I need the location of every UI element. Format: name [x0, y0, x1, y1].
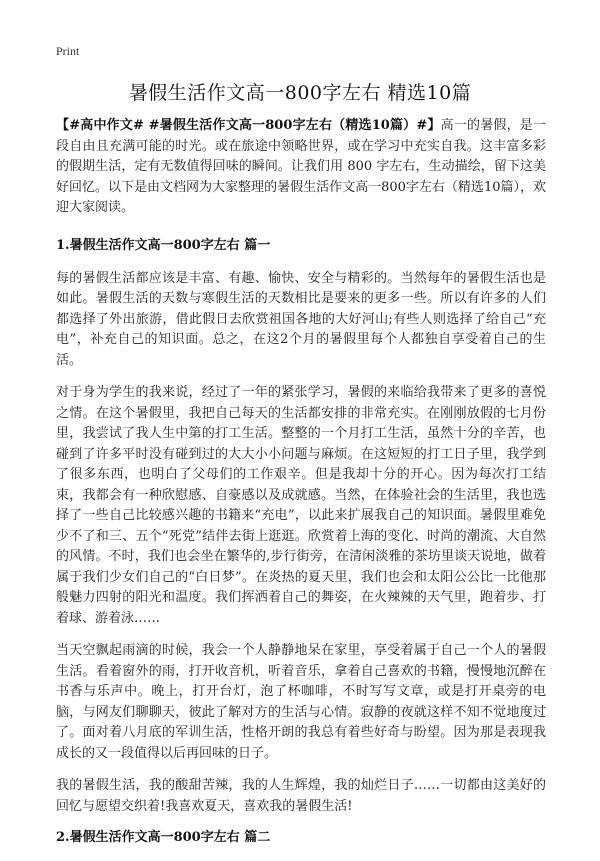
page-title: 暑假生活作文高一800字左右 精选10篇	[128, 82, 472, 104]
intro-paragraph	[56, 116, 546, 219]
intro-tag: 【#高中作文# #暑假生活作文高一800字左右（精选10篇）#】	[56, 118, 441, 133]
section-1-paragraph: 对于身为学生的我来说，经过了一年的紧张学习，暑假的来临给我带来了更多的喜悦之情。在这个暑假里，我把自己每天的生活都安排的非常充实。在刚刚放假的七月份里，我尝试了我人生中第的打工生活。整整的一个月打工生活，虽然十分的辛苦，也碰到了许多平时没有碰到过的大大小小问题与麻烦。在这短短的打工日子里，我学到了很多东西，也明白了父母们的工作艰辛。但是我却十分的开心。因为每次打工结束，我都会有一种欣慰感、自豪感以及成就感。当然，在体验社会的生活里，我也选择了一些自己比较感兴趣的书籍来“充电”，以此来扩展我自己的知识面。暑假里难免少不了和三、五个“死党”结伴去街上逛逛。欣赏着上海的变化、时尚的潮流、大自然的风情。不时，我们也会坐在繁华的,步行街旁，在清闲淡雅的茶坊里谈天说地，做着属于我们少女们自己的“白日梦”。在炎热的夏天里，我们也会和太阳公公比一比他那般魅力四射的阳光和温度。我们挥洒着自己的舞姿，在火辣辣的天气里，跑着步、打着球、游着泳……	[56, 385, 546, 626]
intro-text: 高一的暑假，是一段自由且充满可能的时光。或在旅途中领略世界，或在学习中充实自我。这丰富多彩的假期生活，定有无数值得回味的瞬间。让我们用 800 字左右，生动描绘，留下这美好回忆。以下是由文档网为大家整理的暑假生活作文高一800字左右（精选10篇），欢迎大家阅读。	[56, 118, 546, 215]
article-body	[56, 116, 546, 861]
section-heading-2: 2.暑假生活作文高一800字左右 篇二	[56, 830, 271, 845]
section-1-paragraph: 当天空飘起雨滴的时候，我会一个人静静地呆在家里，享受着属于自己一个人的暑假生活。看着窗外的雨，打开收音机，听着音乐，拿着自己喜欢的书籍，慢慢地沉醉在书香与乐声中。晚上，打开台灯，泡了杯咖啡，不时写写文章，或是打开桌旁的电脑，与网友们聊聊天，彼此了解对方的生活与心情。寂静的夜就这样不知不觉地度过了。面对着八月底的军训生活，性格开朗的我总有着些好奇与盼望。因为那是表现我成长的又一段值得以后再回味的日子。	[56, 643, 546, 761]
print-link[interactable]: Print	[56, 44, 80, 58]
section-heading-1: 1.暑假生活作文高一800字左右 篇一	[56, 237, 271, 253]
section-1-paragraph: 每的暑假生活都应该是丰富、有趣、愉快、安全与精彩的。当然每年的暑假生活也是如此。暑假生活的天数与寒假生活的天数相比是要来的更多一些。所以有许多的人们都选择了外出旅游，借此假日去欣赏祖国各地的大好河山;有些人则选择了给自己“充电”，补充自己的知识面。总之，在这2个月的暑假里每个人都独自享受着自己的生活。	[56, 270, 546, 368]
section-1-paragraph: 我的暑假生活，我的酸甜苦辣，我的人生辉煌，我的灿烂日子……一切都由这美好的回忆与愿望交织着!我喜欢夏天，喜欢我的暑假生活!	[56, 778, 546, 814]
